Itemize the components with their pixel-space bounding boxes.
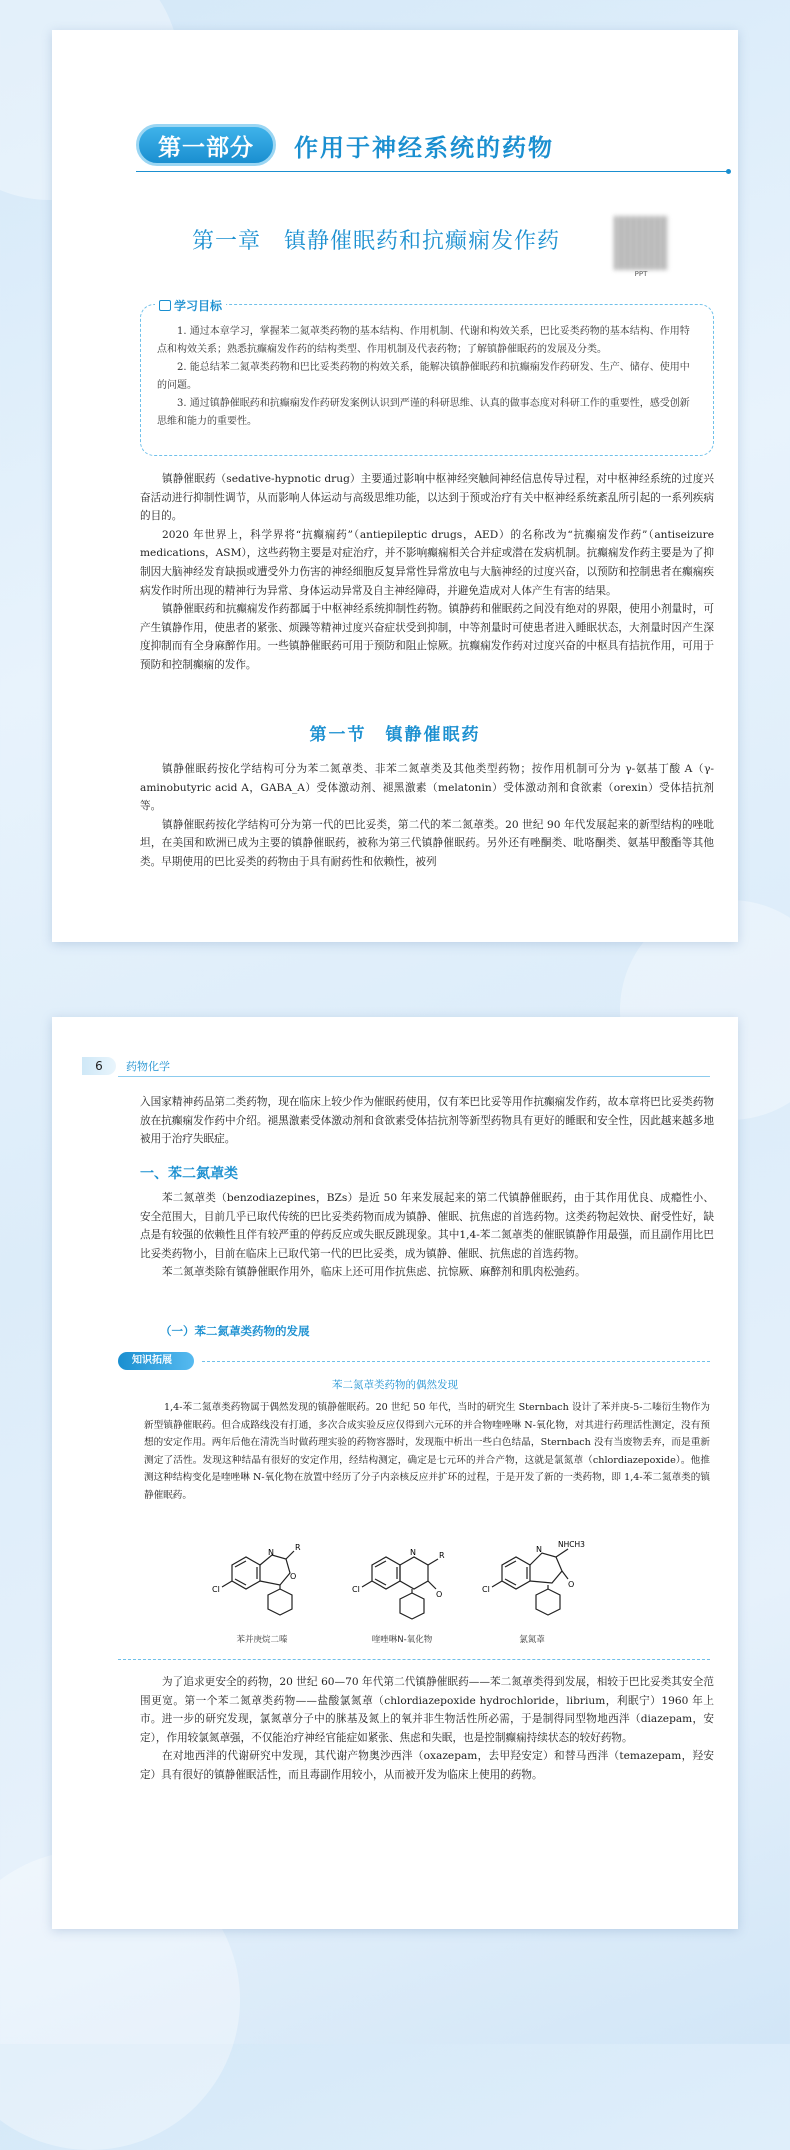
running-header: 药物化学 [126,1060,170,1073]
book-page-1 [52,30,738,942]
structure-label: 苯并庚烷二嗪 [236,1635,288,1645]
paragraph: 为了追求更安全的药物，20 世纪 60—70 年代第二代镇静催眠药——苯二氮䓬类得到发展，相较于巴比妥类其安全范围更宽。第一个苯二氮䓬类药物——盐酸氯氮䓬（chlordiazepoxide hydrochloride，librium，利眠宁）1960 年上市。进一步的研究发现，氯氮䓬分子中的脒基及氮上的氧并非生物活性所必需，于是制得同型物地西泮（diazepam，安定），作用较氯氮䓬强，不仅能治疗神经官能症如紧张、焦虑和失眠，也是控制癫痫持续状态的较好药物。 [140,1676,714,1744]
chemical-structure [472,1535,592,1655]
structure-label: 氯氮䓬 [519,1635,545,1645]
part-banner [136,124,716,172]
atom-n: N [536,1545,542,1554]
after-box-body [140,1673,714,1785]
paragraph: 1,4-苯二氮䓬类药物属于偶然发现的镇静催眠药。20 世纪 50 年代，当时的研究生 Sternbach 设计了苯并庚-5-二嗪衍生物作为新型镇静催眠药。但合成路线没有打通，多次合成实验反应仅得到六元环的并合物喹唑啉 N-氧化物，对其进行药理活性测定，没有预想的安定作用。两年后他在清洗当时做药理实验的药物容器时，发现瓶中析出一些白色结晶，Sternbach 没有当废物丢弃，而是重新测定了活性。发现这种结晶有很好的安定作用，经结构测定，确定是七元环的并合产物，这就是氯氮䓬（chlordiazepoxide）。他推测这种结构变化是喹唑啉 N-氧化物在放置中经历了分子内亲核反应并扩环的过程，于是开发了新的一类药物，即 1,4-苯二氮䓬类的镇静催眠药。 [144,1402,710,1501]
learning-goal-item: 3. 通过镇静催眠药和抗癫痫发作药研发案例认识到严谨的科研思维、认真的做事态度对科研工作的重要性，感受创新思维和能力的重要性。 [157,398,690,427]
learning-goals-box [140,299,714,456]
chemical-structure [342,1535,462,1655]
atom-o: O [568,1580,575,1589]
atom-n: N [268,1548,274,1557]
knowledge-box-text [144,1399,710,1505]
heading-level-1: 一、苯二氮䓬类 [140,1166,238,1182]
heading-level-2: （一）苯二氮䓬类药物的发展 [160,1324,310,1338]
divider [118,1076,710,1077]
divider [118,1659,710,1660]
qr-code-icon [614,216,668,270]
bz-body [140,1189,714,1282]
atom-nhch3: NHCH3 [558,1540,585,1549]
paragraph: 2020 年世界上，科学界将“抗癫痫药”（antiepileptic drugs，AED）的名称改为“抗癫痫发作药”（antiseizure medications，ASM），这些药物主要是对症治疗，并不影响癫痫相关合并症或潜在发病机制。抗癫痫发作药主要是为了抑制因大脑神经发育缺损或遭受外力伤害的神经细胞反复异常性异常放电与大脑神经的过度兴奋，以预防和控制患者在癫痫疾病发作时所出现的精神行为异常、身体运动异常及自主神经障碍，并避免造成对人体产生有害的结果。 [140,528,714,597]
atom-cl: Cl [352,1585,360,1594]
paragraph: 在对地西泮的代谢研究中发现，其代谢产物奥沙西泮（oxazepam，去甲羟安定）和替马西泮（temazepam，羟安定）具有很好的镇静催眠活性，而且毒副作用较小，从而被开发为临床上使用的药物。 [140,1750,714,1781]
learning-goals-heading-text: 学习目标 [174,299,223,313]
atom-o: O [436,1590,443,1599]
atom-o: O [290,1572,297,1581]
divider [136,171,728,172]
chemical-structure [202,1535,322,1655]
paragraph: 苯二氮䓬类（benzodiazepines，BZs）是近 50 年来发展起来的第二代镇静催眠药，由于其作用优良、成瘾性小、安全范围大，目前几乎已取代传统的巴比妥类药物而成为镇静、催眠、抗焦虑的首选药物。这类药物起效快、耐受性好，缺点是有较强的依赖性且伴有较严重的停药反应或失眠反跳现象。其中1,4-苯二氮䓬类的催眠镇静作用最强，而且副作用比巴比妥类药物小，目前在临床上已取代第一代的巴比妥类，成为镇静、催眠、抗焦虑的首选药物。 [140,1192,714,1260]
paragraph: 镇静催眠药（sedative-hypnotic drug）主要通过影响中枢神经突触间神经信息传导过程，对中枢神经系统的过度兴奋活动进行抑制性调节，从而影响人体运动与高级思维功能，以达到于预或治疗有关中枢神经系统紊乱所引起的一系列疾病的目的。 [140,473,714,523]
page-number: 6 [82,1057,116,1075]
structure-label: 喹唑啉N-氧化物 [371,1635,433,1645]
learning-goal-item: 1. 通过本章学习，掌握苯二氮䓬类药物的基本结构、作用机制、代谢和构效关系，巴比妥类药物的基本结构、作用特点和构效关系；熟悉抗癫痫发作药的结构类型、作用机制及代表药物；了解镇静催眠药的发展及分类。 [157,326,690,355]
paragraph: 镇静催眠药按化学结构可分为第一代的巴比妥类，第二代的苯二氮䓬类。20 世纪 90 年代发展起来的新型结构的唑吡坦，在美国和欧洲已成为主要的镇静催眠药，被称为第三代镇静催眠药。另外还有唑酮类、吡咯酮类、氨基甲酸酯等其他类。早期使用的巴比妥类的药物由于具有耐药性和依赖性，被列 [140,818,714,868]
intro-continuation [140,1093,714,1149]
atom-cl: Cl [482,1585,490,1594]
learning-goal-item: 2. 能总结苯二氮䓬类药物和巴比妥类药物的构效关系，能解决镇静催眠药和抗癫痫发作药研发、生产、储存、使用中的问题。 [157,362,690,391]
section-title: 第一节 镇静催眠药 [309,725,481,745]
part-label: 第一部分 [136,124,276,166]
quinazoline-n-oxide-structure-icon [342,1535,462,1629]
knowledge-tag: 知识拓展 [118,1352,194,1370]
paragraph: 镇静催眠药和抗癫痫发作药都属于中枢神经系统抑制性药物。镇静药和催眠药之间没有绝对的界限，使用小剂量时，可产生镇静作用，使患者的紧张、烦躁等精神过度兴奋症状受到抑制，中等剂量时可使患者进入睡眠状态，大剂量时因产生深度抑制而有全身麻醉作用。一些镇静催眠药可用于预防和阻止惊厥。抗癫痫发作药对过度兴奋的中枢具有拮抗作用，可用于预防和控制癫痫的发作。 [140,603,714,671]
atom-cl: Cl [212,1585,220,1594]
chlordiazepoxide-structure-icon [472,1535,592,1629]
paragraph: 镇静催眠药按化学结构可分为苯二氮䓬类、非苯二氮䓬类及其他类型药物；按作用机制可分为 γ-氨基丁酸 A（γ-aminobutyric acid A，GABA_A）受体激动剂、褪黑激素（melatonin）受体激动剂和食欲素（orexin）受体拮抗剂等。 [140,763,714,813]
paragraph: 入国家精神药品第二类药物，现在临床上较少作为催眠药使用，仅有苯巴比妥等用作抗癫痫发作药，故本章将巴比妥类药物放在抗癫痫发作药中介绍。褪黑激素受体激动剂和食欲素受体拮抗剂等新型药物具有更好的睡眠和安全性，因此越来越多地被用于治疗失眠症。 [140,1096,714,1146]
qr-code[interactable] [614,216,674,278]
learning-goals-heading [155,297,226,314]
section-body [140,760,714,872]
paragraph: 苯二氮䓬类除有镇静催眠作用外，临床上还可用作抗焦虑、抗惊厥、麻醉剂和肌肉松弛药。 [162,1266,586,1279]
atom-r: R [295,1543,301,1552]
chapter-title: 第一章 镇静催眠药和抗癫痫发作药 [192,229,561,254]
divider [202,1361,710,1362]
box-title: 苯二氮䓬类药物的偶然发现 [332,1379,458,1391]
atom-n: N [410,1548,416,1557]
atom-r: R [439,1551,445,1560]
qr-label: PPT [634,270,648,278]
chapter-intro [140,470,714,675]
book-page-2 [52,1017,738,1929]
benzoheptoxdiazine-structure-icon [202,1535,322,1629]
part-title: 作用于神经系统的药物 [294,134,554,162]
book-icon [159,300,171,311]
